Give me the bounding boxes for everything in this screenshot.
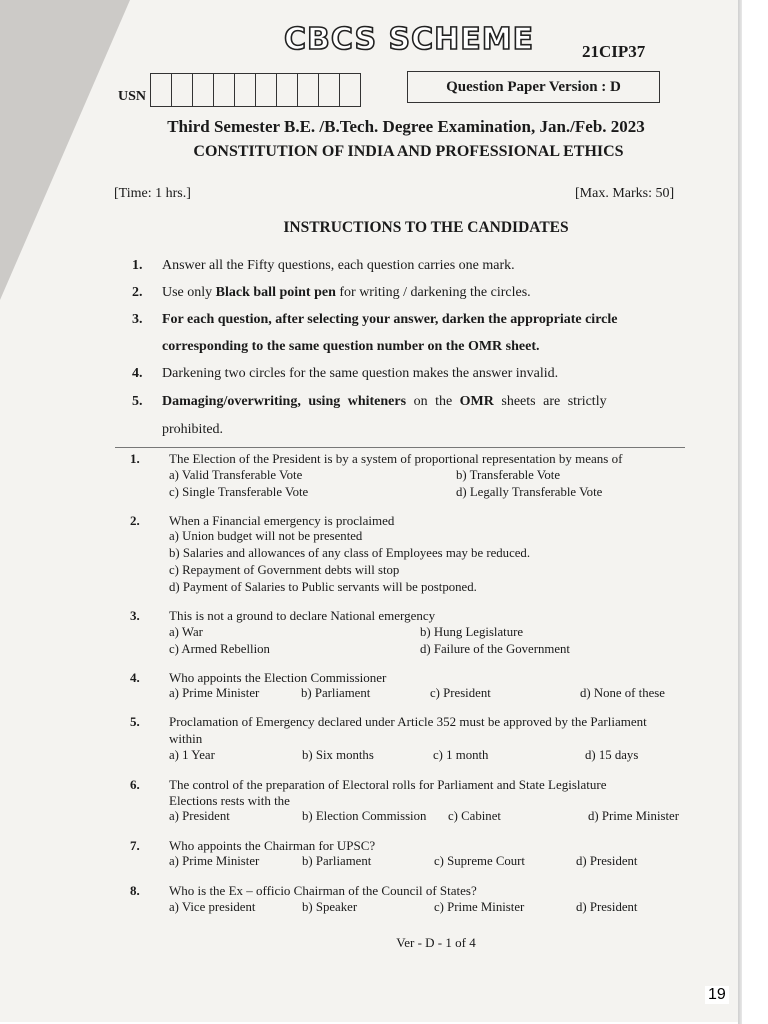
option: c) Prime Minister: [434, 900, 525, 914]
instruction-text: Use only Black ball point pen for writing / darkening the circles.: [162, 285, 531, 300]
option: b) Parliament: [302, 854, 372, 868]
question-text: Proclamation of Emergency declared under Article 352 must be approved by the Parliament: [169, 714, 647, 729]
usn-box: [298, 73, 319, 107]
option: d) Prime Minister: [588, 809, 679, 823]
instruction-number: 3.: [132, 312, 143, 327]
question-text: When a Financial emergency is proclaimed: [169, 513, 395, 528]
option: b) Six months: [302, 748, 374, 762]
question-number: 8.: [130, 883, 140, 898]
max-marks: [Max. Marks: 50]: [575, 186, 675, 201]
instruction-number: 5.: [132, 394, 143, 409]
option: a) Prime Minister: [169, 854, 260, 868]
page-footer: Ver - D - 1 of 4: [396, 935, 476, 950]
question-text: Who is the Ex – officio Chairman of the Council of States?: [169, 883, 477, 898]
scan-page-number: 19: [705, 986, 729, 1004]
usn-boxes: [150, 73, 361, 107]
question-text: Who appoints the Chairman for UPSC?: [169, 838, 376, 853]
question-text: The control of the preparation of Electoral rolls for Parliament and State Legislature: [169, 777, 607, 792]
instruction-number: 1.: [132, 258, 143, 273]
question-number: 1.: [130, 451, 140, 466]
option: a) War: [169, 625, 203, 639]
exam-title: Third Semester B.E. /B.Tech. Degree Examination, Jan./Feb. 2023: [167, 117, 645, 136]
instruction-number: 4.: [132, 366, 143, 381]
option: b) Transferable Vote: [456, 468, 561, 482]
option: a) President: [169, 809, 230, 823]
option: d) President: [576, 854, 638, 868]
question-text: The Election of the President is by a system of proportional representation by means of: [169, 451, 623, 466]
subject-code: 21CIP37: [582, 42, 646, 61]
usn-box: [319, 73, 340, 107]
usn-box: [150, 73, 172, 107]
question-text: This is not a ground to declare National emergency: [169, 608, 436, 623]
option: a) Vice president: [169, 900, 256, 914]
option: b) Speaker: [302, 900, 358, 914]
instruction-text: For each question, after selecting your answer, darken the appropriate circle: [162, 312, 618, 327]
usn-box: [172, 73, 193, 107]
option: a) 1 Year: [169, 748, 215, 762]
scan-margin: [742, 0, 768, 1024]
question-text: Who appoints the Election Commissioner: [169, 670, 387, 685]
question-number: 7.: [130, 838, 140, 853]
usn-box: [277, 73, 298, 107]
option: c) Armed Rebellion: [169, 642, 270, 656]
option: c) 1 month: [433, 748, 489, 762]
option: d) Failure of the Government: [420, 642, 570, 656]
instruction-text: Answer all the Fifty questions, each question carries one mark.: [162, 258, 515, 273]
paper-edge: [738, 0, 742, 1024]
option: d) None of these: [580, 686, 665, 700]
option: d) Legally Transferable Vote: [456, 485, 603, 499]
option: d) President: [576, 900, 638, 914]
question-number: 5.: [130, 714, 140, 729]
option: b) Parliament: [301, 686, 371, 700]
option: c) Single Transferable Vote: [169, 485, 309, 499]
option: c) President: [430, 686, 491, 700]
usn-box: [340, 73, 361, 107]
question-number: 3.: [130, 608, 140, 623]
option: d) 15 days: [585, 748, 639, 762]
option: b) Salaries and allowances of any class of Employees may be reduced.: [169, 546, 531, 560]
instruction-text: Darkening two circles for the same question makes the answer invalid.: [162, 366, 559, 381]
exam-time: [Time: 1 hrs.]: [114, 186, 191, 201]
usn-box: [214, 73, 235, 107]
option: a) Union budget will not be presented: [169, 529, 363, 543]
option: c) Repayment of Government debts will stop: [169, 563, 400, 577]
question-number: 2.: [130, 513, 140, 528]
instruction-text: Damaging/overwriting, using whiteners on the OMR sheets are strictly: [162, 394, 607, 409]
option: b) Hung Legislature: [420, 625, 524, 639]
option: c) Cabinet: [448, 809, 501, 823]
divider: [115, 447, 685, 448]
usn-box: [235, 73, 256, 107]
question-text-continued: within: [169, 731, 203, 746]
option: a) Prime Minister: [169, 686, 260, 700]
question-number: 4.: [130, 670, 140, 685]
usn-box: [193, 73, 214, 107]
usn-box: [256, 73, 277, 107]
instruction-text: prohibited.: [162, 422, 224, 437]
instruction-text: corresponding to the same question number on the OMR sheet.: [162, 339, 540, 354]
option: a) Valid Transferable Vote: [169, 468, 303, 482]
usn-label: USN: [118, 89, 147, 104]
instruction-number: 2.: [132, 285, 143, 300]
instructions-title: INSTRUCTIONS TO THE CANDIDATES: [283, 219, 569, 236]
question-number: 6.: [130, 777, 140, 792]
question-text-continued: Elections rests with the: [169, 793, 290, 808]
option: b) Election Commission: [302, 809, 427, 823]
course-title: CONSTITUTION OF INDIA AND PROFESSIONAL ETHICS: [193, 143, 624, 160]
scheme-logo: CBCS SCHEME: [284, 22, 535, 57]
option: c) Supreme Court: [434, 854, 525, 868]
option: d) Payment of Salaries to Public servants will be postponed.: [169, 580, 477, 594]
question-paper-version: Question Paper Version : D: [407, 71, 660, 103]
